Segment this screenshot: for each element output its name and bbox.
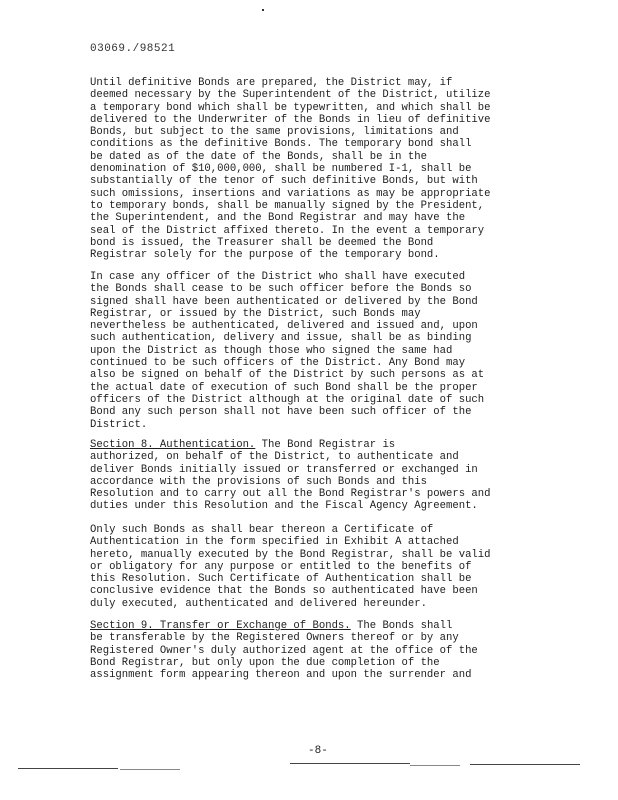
footer-rule bbox=[470, 764, 580, 765]
section-8-authentication bbox=[90, 439, 544, 513]
section-9-transfer bbox=[90, 620, 544, 681]
section-9-heading: Section 9. Transfer or Exchange of Bonds. bbox=[90, 620, 351, 632]
footer-rule bbox=[410, 765, 460, 766]
document-id: 03069./98521 bbox=[90, 43, 176, 55]
paragraph-temporary-bond bbox=[90, 77, 544, 261]
section-8-paragraph bbox=[90, 439, 544, 513]
footer-rule bbox=[120, 769, 180, 770]
section-8-heading: Section 8. Authentication. bbox=[90, 439, 256, 451]
page-number: -8- bbox=[308, 745, 328, 757]
section-8-text: The Bond Registrar is authorized, on behalf of the District, to authenticate and deliver Bonds initially issued or transferred or exchanged in accordance with the provisions of such Bonds and this Resolution and to carry out all the Bond Registrar's powers and duties under this Resolution and the Fiscal Agency Agreement. bbox=[90, 439, 491, 513]
section-9-paragraph bbox=[90, 620, 544, 681]
section-9-text: The Bonds shall be transferable by the Registered Owners thereof or by any Registered Owner's duly authorized agent at the office of the Bond Registrar, but only upon the due completion of the assignment form appearing thereon and upon the surrender and bbox=[90, 620, 478, 682]
paragraph-text: Until definitive Bonds are prepared, the District may, if deemed necessary by the Superintendent of the District, utilize a temporary bond which shall be typewritten, and which shall be delivered to the Underwriter of the Bonds in lieu of definitive Bonds, but subject to the same provisions, limitations and conditions as the definitive Bonds. The temporary bond shall be dated as of the date of the Bonds, shall be in the denomination of $10,000,000, shall be numbered I-1, shall be substantially of the tenor of such definitive Bonds, but with such omissions, insertions and variations as may be appropriate to temporary bonds, shall be manually signed by the President, the Superintendent, and the Bond Registrar and may have the seal of the District affixed thereto. In the event a temporary bond is issued, the Treasurer shall be deemed the Bond Registrar solely for the purpose of the temporary bond. bbox=[90, 77, 491, 262]
paragraph-officer-cessation bbox=[90, 271, 544, 431]
paragraph-certificate-of-authentication bbox=[90, 524, 544, 610]
paragraph-text: In case any officer of the District who shall have executed the Bonds shall cease to be such officer before the Bonds so signed shall have been authenticated or delivered by the Bond Registrar, or issued by the District, such Bonds may nevertheless be authenticated, delivered and issued and, upon such authentication, delivery and issue, shall be as binding upon the District as though those who signed the same had continued to be such officers of the District. Any Bond may also be signed on behalf of the District by such persons as at the actual date of execution of such Bond shall be the proper officers of the District although at the original date of such Bond any such person shall not have been such officer of the District. bbox=[90, 271, 485, 431]
footer-rule bbox=[18, 768, 118, 769]
scan-speck bbox=[262, 9, 264, 11]
paragraph-text: Only such Bonds as shall bear thereon a Certificate of Authentication in the form specified in Exhibit A attached hereto, manually executed by the Bond Registrar, shall be valid or obligatory for any purpose or entitled to the benefits of this Resolution. Such Certificate of Authentication shall be conclusive evidence that the Bonds so authenticated have been duly executed, authenticated and delivered hereunder. bbox=[90, 524, 491, 610]
footer-rule bbox=[290, 763, 410, 764]
